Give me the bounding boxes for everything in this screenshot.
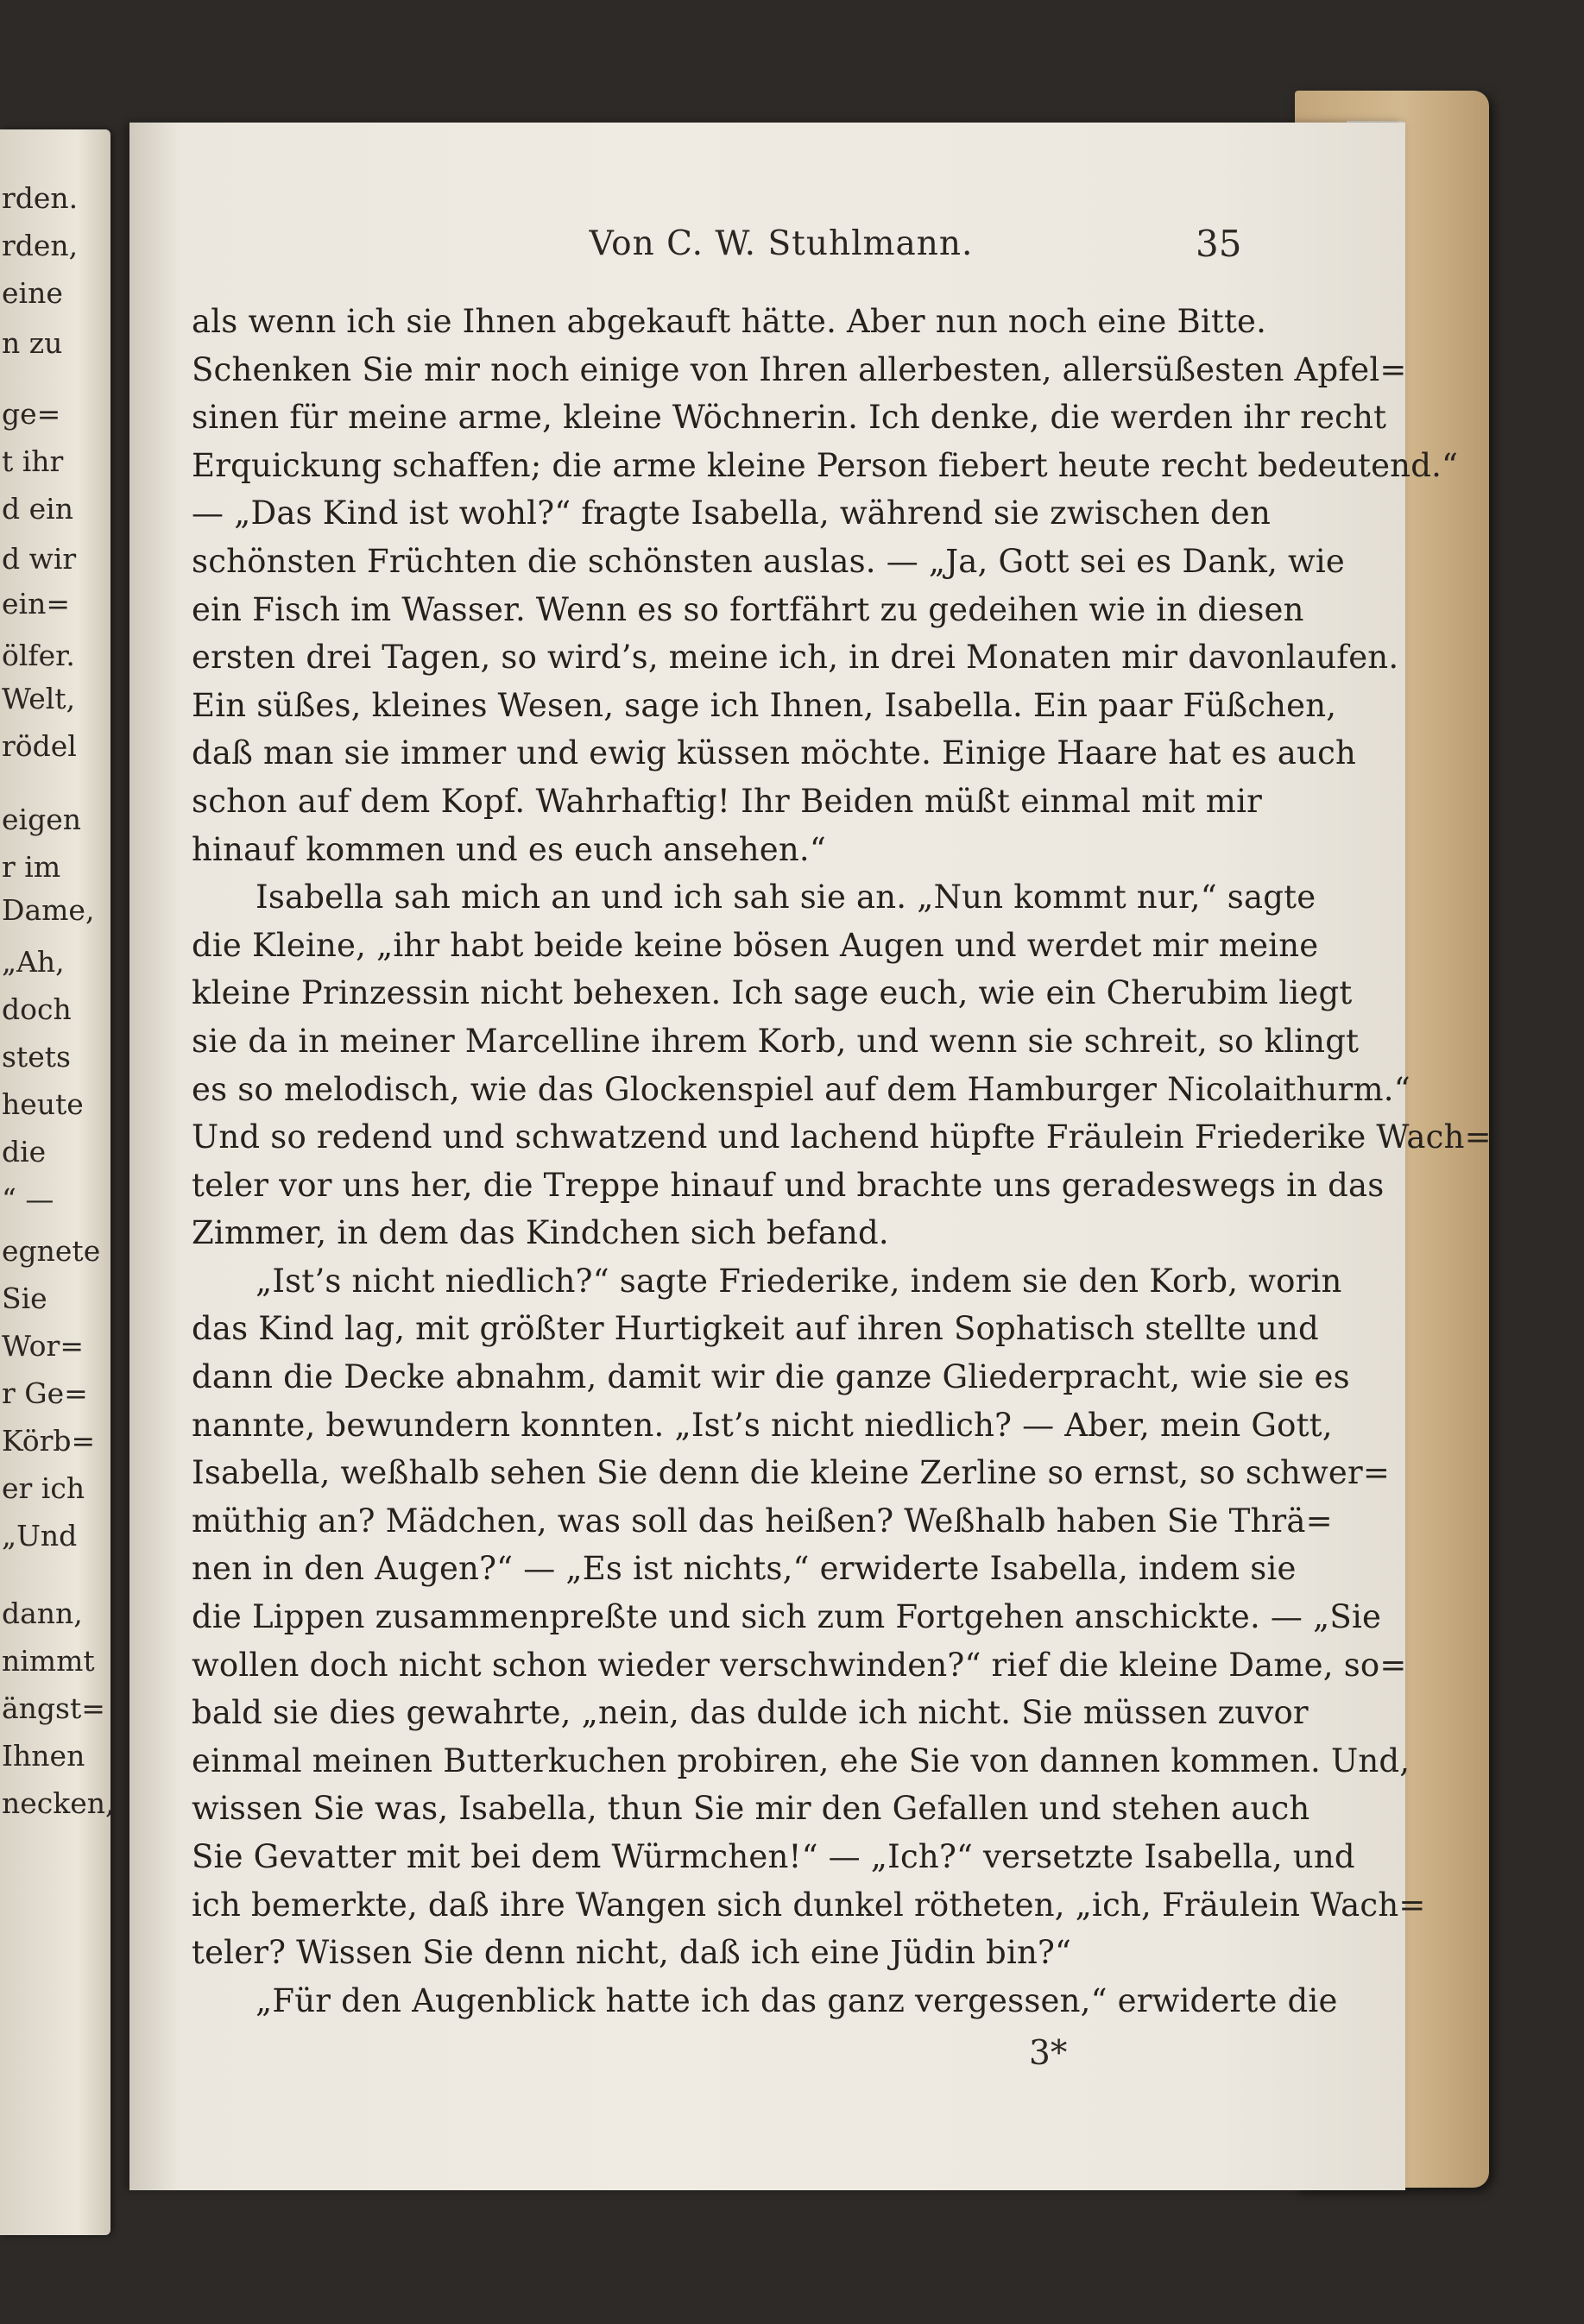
text-line: bald sie dies gewahrte, „nein, das dulde ich nicht. Sie müssen zuvor: [192, 1694, 1309, 1732]
text-line: nen in den Augen?“ — „Es ist nichts,“ erwiderte Isabella, indem sie: [192, 1550, 1297, 1588]
text-line: Sie Gevatter mit bei dem Würmchen!“ — „Ich?“ versetzte Isabella, und: [192, 1838, 1355, 1875]
left-page-fragment: d ein: [2, 492, 73, 526]
signature-mark: 3*: [1029, 2034, 1068, 2073]
left-page-fragment: die: [2, 1135, 47, 1168]
left-page-fragment: Ihnen: [2, 1739, 85, 1773]
left-page-fragment: stets: [2, 1040, 71, 1074]
text-line: „Für den Augenblick hatte ich das ganz vergessen,“ erwiderte die: [256, 1981, 1338, 2019]
text-line: Schenken Sie mir noch einige von Ihren allerbesten, allersüßesten Apfel=: [192, 350, 1407, 388]
text-line: Ein süßes, kleines Wesen, sage ich Ihnen, Isabella. Ein paar Füßchen,: [192, 686, 1337, 724]
text-line: nannte, bewundern konnten. „Ist’s nicht niedlich? — Aber, mein Gott,: [192, 1406, 1333, 1444]
text-line: wollen doch nicht schon wieder verschwinden?“ rief die kleine Dame, so=: [192, 1646, 1407, 1684]
text-line: Und so redend und schwatzend und lachend hüpfte Fräulein Friederike Wach=: [192, 1118, 1492, 1156]
text-line: ersten drei Tagen, so wird’s, meine ich, in drei Monaten mir davonlaufen.: [192, 639, 1399, 677]
text-line: teler? Wissen Sie denn nicht, daß ich eine Jüdin bin?“: [192, 1934, 1072, 1972]
left-page-fragment: rden,: [2, 229, 79, 262]
left-page-edge: [0, 129, 115, 2235]
left-page-fragment: ölfer.: [2, 639, 75, 672]
text-line: sie da in meiner Marcelline ihrem Korb, und wenn sie schreit, so klingt: [192, 1022, 1360, 1060]
left-page-fragment: n zu: [2, 326, 63, 360]
left-page-fragment: er ich: [2, 1471, 85, 1505]
text-line: kleine Prinzessin nicht behexen. Ich sage euch, wie ein Cherubim liegt: [192, 974, 1353, 1012]
left-page-fragment: Wor=: [2, 1329, 84, 1363]
text-line: als wenn ich sie Ihnen abgekauft hätte. Aber nun noch eine Bitte.: [192, 303, 1267, 340]
text-line: Isabella sah mich an und ich sah sie an. „Nun kommt nur,“ sagte: [256, 879, 1316, 916]
text-line: daß man sie immer und ewig küssen möchte. Einige Haare hat es auch: [192, 734, 1357, 772]
text-line: sinen für meine arme, kleine Wöchnerin. Ich denke, die werden ihr recht: [192, 399, 1387, 437]
left-page-fragment: r Ge=: [2, 1376, 88, 1410]
left-page-fragment: d wir: [2, 542, 77, 576]
left-page-fragment: dann,: [2, 1597, 83, 1630]
left-page-fragment: Sie: [2, 1282, 47, 1315]
left-page-fragment: rödel: [2, 729, 77, 763]
left-page-fragment: t ihr: [2, 444, 64, 478]
text-line: ein Fisch im Wasser. Wenn es so fortfährt zu gedeihen wie in diesen: [192, 590, 1304, 628]
running-head: Von C. W. Stuhlmann.: [589, 224, 974, 263]
left-page-fragment: ängst=: [2, 1691, 105, 1725]
left-page-fragment: doch: [2, 992, 72, 1026]
text-line: wissen Sie was, Isabella, thun Sie mir den Gefallen und stehen auch: [192, 1790, 1310, 1828]
text-line: — „Das Kind ist wohl?“ fragte Isabella, während sie zwischen den: [192, 494, 1272, 532]
text-line: einmal meinen Butterkuchen probiren, ehe Sie von dannen kommen. Und,: [192, 1741, 1410, 1779]
left-page-fragment: „Ah,: [2, 945, 65, 979]
left-page-fragment: heute: [2, 1087, 84, 1121]
text-line: Zimmer, in dem das Kindchen sich befand.: [192, 1214, 889, 1252]
text-line: hinauf kommen und es euch ansehen.“: [192, 830, 826, 868]
left-page-fragment: Welt,: [2, 682, 76, 715]
text-line: es so melodisch, wie das Glockenspiel auf dem Hamburger Nicolaithurm.“: [192, 1070, 1410, 1108]
left-page-fragment: egnete: [2, 1234, 101, 1268]
text-line: müthig an? Mädchen, was soll das heißen? Weßhalb haben Sie Thrä=: [192, 1502, 1333, 1540]
left-page-fragment: Dame,: [2, 893, 95, 927]
left-page-fragment: eine: [2, 276, 63, 310]
text-line: ich bemerkte, daß ihre Wangen sich dunkel rötheten, „ich, Fräulein Wach=: [192, 1886, 1426, 1924]
text-line: das Kind lag, mit größter Hurtigkeit auf ihren Sophatisch stellte und: [192, 1310, 1319, 1348]
left-page-fragment: nimmt: [2, 1644, 95, 1678]
text-line: „Ist’s nicht niedlich?“ sagte Friederike, indem sie den Korb, worin: [256, 1262, 1342, 1300]
text-line: dann die Decke abnahm, damit wir die ganze Gliederpracht, wie sie es: [192, 1358, 1350, 1396]
page-number: 35: [1196, 223, 1242, 265]
text-line: die Lippen zusammenpreßte und sich zum Fortgehen anschickte. — „Sie: [192, 1598, 1382, 1636]
text-line: schönsten Früchten die schönsten auslas. — „Ja, Gott sei es Dank, wie: [192, 542, 1346, 580]
left-page-fragment: ge=: [2, 397, 61, 431]
left-page-fragment: eigen: [2, 803, 81, 836]
left-page-fragment: Körb=: [2, 1424, 96, 1458]
left-page-fragment: rden.: [2, 181, 79, 215]
left-page-fragment: „Und: [2, 1519, 78, 1552]
text-line: Erquickung schaffen; die arme kleine Person fiebert heute recht bedeutend.“: [192, 446, 1459, 484]
left-page-fragment: r im: [2, 850, 61, 884]
text-line: schon auf dem Kopf. Wahrhaftig! Ihr Beiden müßt einmal mit mir: [192, 782, 1262, 820]
left-page-fragment: ein=: [2, 587, 70, 620]
left-page-fragment: “ —: [2, 1182, 54, 1216]
text-line: teler vor uns her, die Treppe hinauf und brachte uns geradeswegs in das: [192, 1166, 1385, 1204]
text-body: [192, 298, 1492, 2025]
left-page-fragment: necken,: [2, 1786, 115, 1820]
text-line: Isabella, weßhalb sehen Sie denn die kleine Zerline so ernst, so schwer=: [192, 1454, 1391, 1492]
book-page: [129, 123, 1492, 2190]
text-line: die Kleine, „ihr habt beide keine bösen Augen und werdet mir meine: [192, 926, 1319, 964]
